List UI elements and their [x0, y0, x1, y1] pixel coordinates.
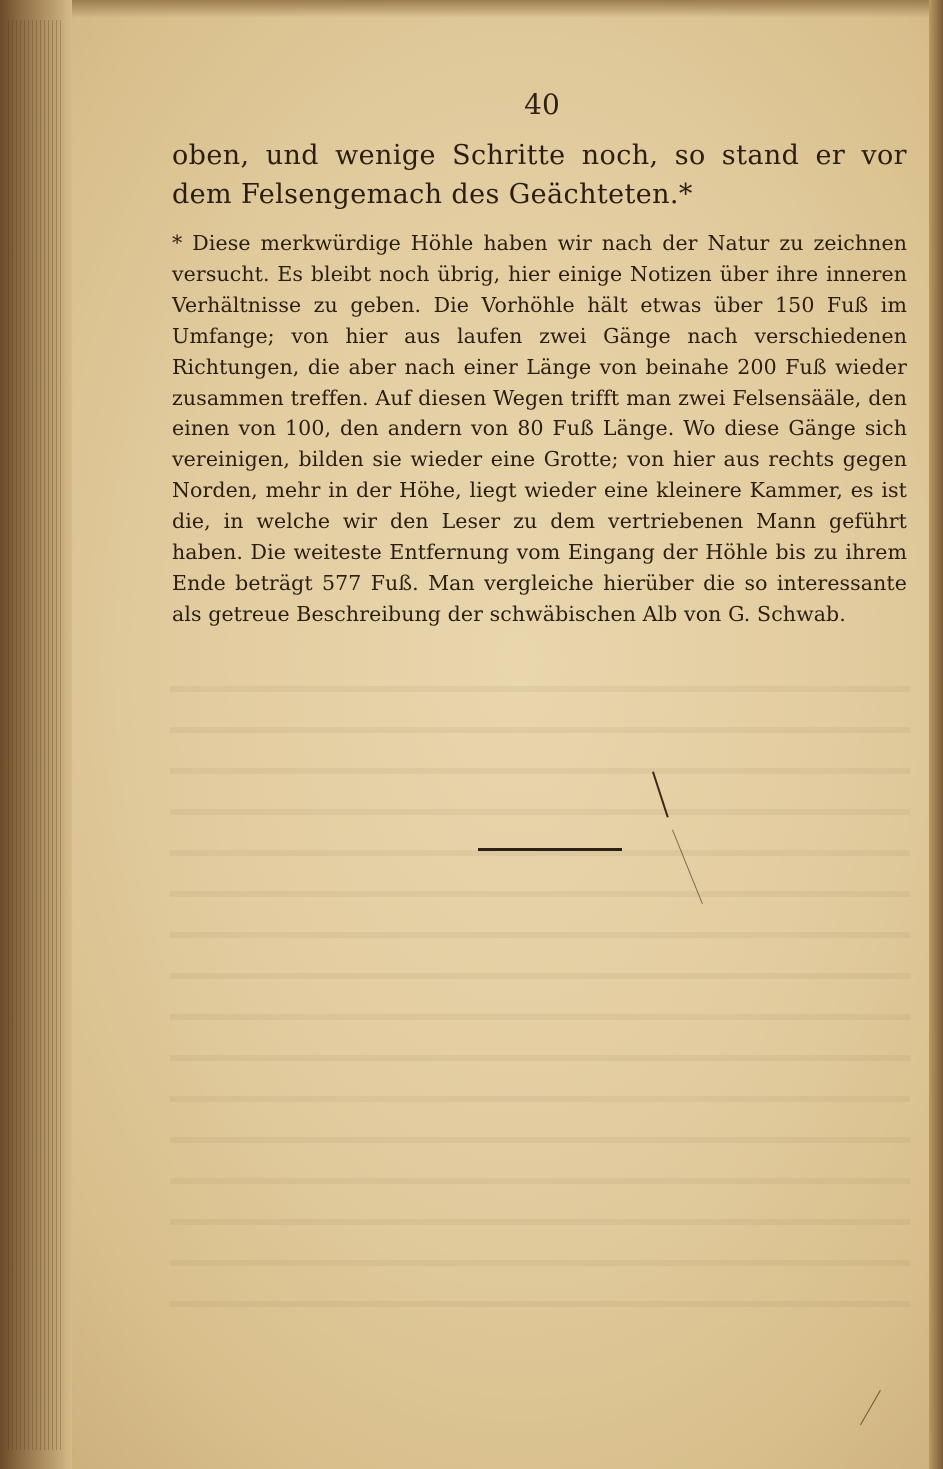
page-right-edge [929, 0, 943, 1469]
end-rule [478, 848, 622, 851]
footnote: * Diese merkwürdige Höhle haben wir nach der Natur zu zeichnen versucht. Es bleibt noch übrig, hier einige Notizen über ihre inneren Verhältnisse zu geben. Die Vorhöhle hält etwas über 150 Fuß im Umfange; von hier aus laufen zwei Gänge nach verschiedenen Richtungen, die aber nach einer Länge von beinahe 200 Fuß wieder zusammen treffen. Auf diesen Wegen trifft man zwei Felsensääle, den einen von 100, den andern von 80 Fuß Länge. Wo diese Gänge sich vereinigen, bilden sie wieder eine Grotte; von hier aus rechts gegen Norden, mehr in der Höhe, liegt wieder eine kleinere Kammer, es ist die, in welche wir den Leser zu dem vertriebenen Mann geführt haben. Die weiteste Entfernung vom Eingang der Höhle bis zu ihrem Ende beträgt 577 Fuß. Man vergleiche hierüber die so interessante als getreue Beschreibung der schwäbischen Alb von G. Schwab. [172, 231, 907, 626]
main-text: oben, und wenige Schritte noch, so stand er vor dem Felsengemach des Geächteten.* [172, 140, 907, 210]
page-top-edge [0, 0, 943, 18]
page-number: 40 [524, 88, 560, 121]
show-through-text [170, 660, 910, 1310]
page-edges [8, 20, 63, 1450]
ink-mark [860, 1390, 881, 1425]
book-spine [0, 0, 72, 1469]
